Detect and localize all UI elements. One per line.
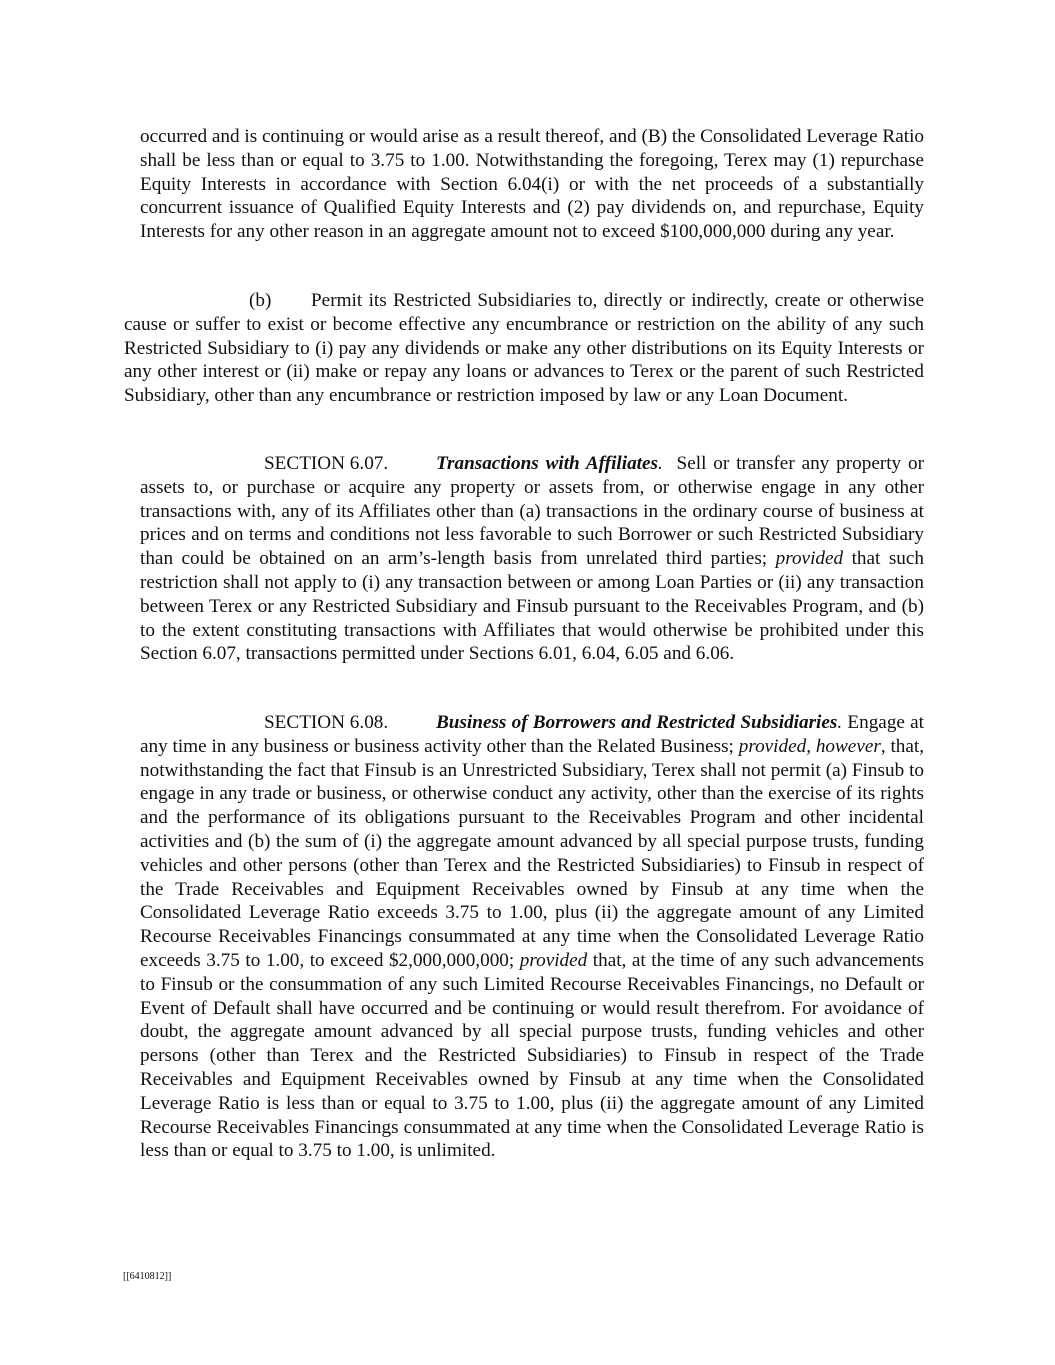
section-text-b: that such restriction shall not apply to (i) any transaction between or among Loan Parties or (ii) any transaction between Terex or any Restricted Subsidiary and Finsub pursuant to the Receivables Program, and (b) to the extent constituting transactions with Affiliates that would otherwise be prohibited under this Section 6.07, transactions permitted under Sections 6.01, 6.04, 6.05 and 6.06. [140, 548, 925, 665]
clause-label: (b) [249, 290, 272, 311]
section-text-a: Engage at any time in any business or business activity other than the Related Business; [140, 712, 924, 757]
section-text-b: , that, notwithstanding the fact that Finsub is an Unrestricted Subsidiary, Terex shall not permit (a) Finsub to engage in any trade or business, or otherwise conduct any activity, other than the exercise of its rights and the performance of its obligations pursuant to the Receivables Program and other incidental activities and (b) the sum of (i) the aggregate amount advanced by all special purpose trusts, funding vehicles and other persons (other than Terex and the Restricted Subsidiaries) to Finsub in respect of the Trade Receivables and Equipment Receivables owned by Finsub at any time when the Consolidated Leverage Ratio exceeds 3.75 to 1.00, plus (ii) the aggregate amount of any Limited Recourse Receivables Financings consummated at any time when the Consolidated Leverage Ratio exceeds 3.75 to 1.00, to exceed $2,000,000,000; [140, 735, 925, 971]
section-6-07 [140, 452, 924, 666]
section-text-c: that, at the time of any such advancements to Finsub or the consummation of any such Limited Recourse Receivables Financings, no Default or Event of Default shall have occurred and be continuing or would result therefrom. For avoidance of doubt, the aggregate amount advanced by all special purpose trusts, funding vehicles and other persons (other than Terex and the Restricted Subsidiaries) to Finsub in respect of the Trade Receivables and Equipment Receivables owned by Finsub at any time when the Consolidated Leverage Ratio is less than or equal to 3.75 to 1.00, plus (ii) the aggregate amount of any Limited Recourse Receivables Financings consummated at any time when the Consolidated Leverage Ratio is less than or equal to 3.75 to 1.00, is unlimited. [140, 949, 924, 1162]
proviso-italic-2: provided [519, 949, 588, 971]
proviso-italic: provided, however [738, 735, 881, 757]
paragraph-text: occurred and is continuing or would arise as a result thereof, and (B) the Consolidated Leverage Ratio shall be less than or equal to 3.75 to 1.00. Notwithstanding the foregoing, Terex may (1) repurchase Equity Interests in accordance with Section 6.04(i) or with the net proceeds of a substantially concurrent issuance of Qualified Equity Interests and (2) pay dividends on, and repurchase, Equity Interests for any other reason in an aggregate amount not to exceed $100,000,000 during any year. [140, 126, 924, 243]
paragraph-clause-b [124, 289, 924, 408]
section-number: SECTION 6.07. [264, 453, 389, 474]
proviso-italic: provided [775, 548, 844, 570]
section-title: Transactions with Affiliates [436, 453, 658, 474]
paragraph-continuation [140, 125, 924, 244]
paragraph-text: Permit its Restricted Subsidiaries to, directly or indirectly, create or otherwise cause or suffer to exist or become effective any encumbrance or restriction on the ability of any such Restricted Subsidiary to (i) pay any dividends or make any other distributions on its Equity Interests or any other interest or (ii) make or repay any loans or advances to Terex or the parent of such Restricted Subsidiary, other than any encumbrance or restriction imposed by law or any Loan Document. [124, 290, 924, 407]
section-title-period: . [658, 453, 663, 474]
section-6-08 [140, 711, 924, 1163]
section-number: SECTION 6.08. [264, 712, 389, 733]
section-title-period: . [837, 712, 843, 733]
document-id-footer: [[6410812]] [123, 1271, 172, 1282]
section-text-a: Sell or transfer any property or assets to, or purchase or acquire any property or assets from, or otherwise engage in any other transactions with, any of its Affiliates other than (a) transactions in the ordinary course of business at prices and on terms and conditions not less favorable to such Borrower or such Restricted Subsidiary than could be obtained on an arm’s-length basis from unrelated third parties; [140, 453, 925, 570]
section-title: Business of Borrowers and Restricted Subsidiaries [436, 712, 838, 733]
